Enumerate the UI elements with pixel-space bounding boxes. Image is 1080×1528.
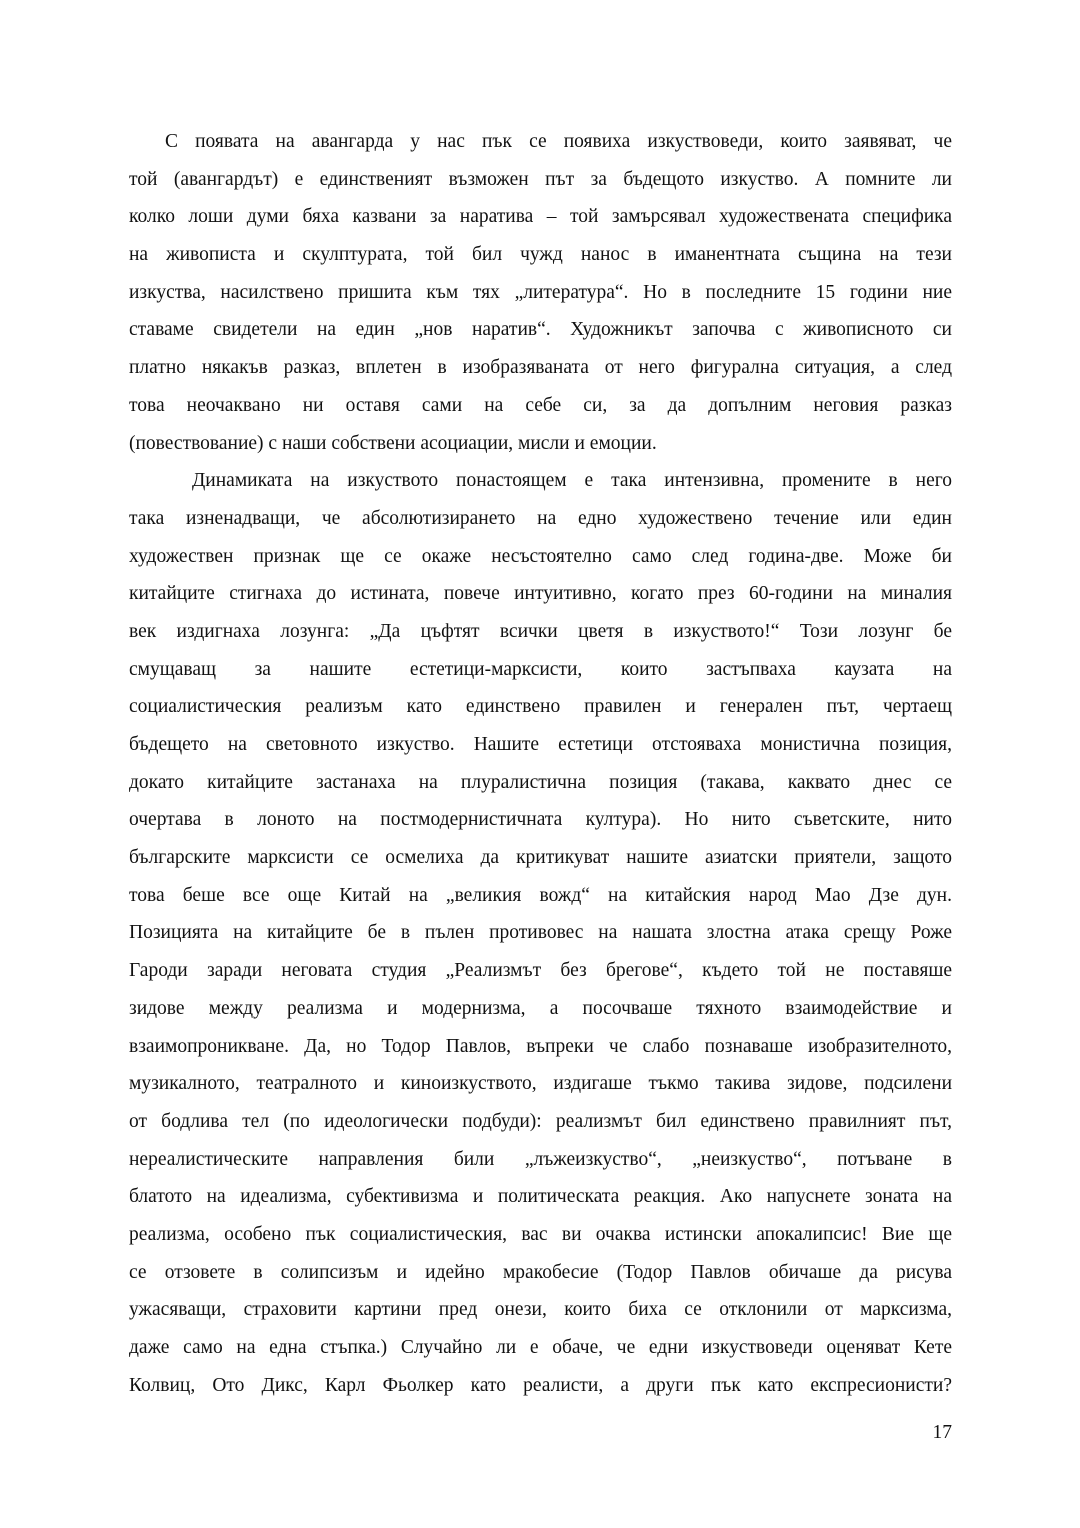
text-line: смущаващ за нашите естетици-марксисти, които застъпваха каузата на — [129, 658, 952, 680]
text-line: Динамиката на изкуството понастоящем е така интензивна, промените в него — [192, 470, 952, 492]
text-line: така изненадващи, че абсолютизирането на едно художествено течение или един — [129, 507, 952, 529]
text-line: Колвиц, Ото Дикс, Карл Фьолкер като реалисти, а други пък като експресионисти? — [129, 1374, 952, 1396]
text-line: нереалистическите направления били „лъжеизкуство“, „неизкуство“, потъване в — [129, 1148, 952, 1170]
text-line: зидове между реализма и модернизма, а посочваше тяхното взаимодействие и — [129, 997, 952, 1019]
text-line: Гароди заради неговата студия „Реализмът без брегове“, където той не поставяше — [129, 960, 952, 982]
text-line: даже само на една стъпка.) Случайно ли е обаче, че едни изкуствоведи оценяват Кете — [129, 1337, 952, 1358]
text-line: ставаме свидетели на един „нов наратив“. Художникът започва с живописното си — [129, 319, 952, 341]
text-line: очертава в лоното на постмодернистичната култура). Но нито съветските, нито — [129, 809, 952, 831]
text-line: реализма, особено пък социалистическия, вас ви очаква истински апокалипсис! Вие ще — [129, 1223, 952, 1245]
text-line: на живописта и скулптурата, той бил чужд нанос в иманентната същина на тези — [129, 244, 952, 266]
text-line: ужасяващи, страховити картини пред онези, които биха се отклонили от марксизма, — [129, 1299, 952, 1321]
text-line: изкуства, насилствено пришита към тях „литература“. Но в последните 15 години ние — [129, 281, 952, 303]
text-line: Позицията на китайците бе в пълен противовес на нашата злостна атака срещу Роже — [129, 922, 952, 944]
text-line: блатото на идеализма, субективизма и политическата реакция. Ако напуснете зоната на — [129, 1186, 952, 1208]
text-line: век издигнаха лозунга: „Да цъфтят всички цветя в изкуството!“ Този лозунг бе — [129, 620, 952, 642]
text-line: от бодлива тел (по идеологически подбуди): реализмът бил единствено правилният път, — [129, 1110, 952, 1132]
page-number: 17 — [932, 1422, 952, 1443]
text-line: социалистическия реализъм като единствено правилен и генерален път, чертаещ — [129, 696, 952, 718]
text-line: бъдещето на световното изкуство. Нашите естетици отстояваха монистична позиция, — [129, 734, 952, 755]
text-line: (повествование) с наши собствени асоциации, мисли и емоции. — [129, 432, 657, 454]
text-line: се отзовете в солипсизъм и идейно мракобесие (Тодор Павлов обичаше да рисува — [129, 1261, 952, 1283]
text-line: докато китайците застанаха на плуралистична позиция (такава, каквато днес се — [129, 771, 952, 793]
text-line: художествен признак ще се окаже несъстоятелно само след година-две. Може би — [129, 545, 952, 567]
text-line: китайците стигнаха до истината, повече интуитивно, когато през 60-години на миналия — [129, 583, 952, 605]
text-line: взаимопроникване. Да, но Тодор Павлов, въпреки че слабо познаваше изобразителното, — [129, 1035, 952, 1057]
text-line: музикалното, театралното и киноизкуството, издигаше тъкмо такива зидове, подсилени — [129, 1073, 952, 1095]
text-line: платно някакъв разказ, вплетен в изобразяваната от него фигурална ситуация, а след — [129, 357, 952, 379]
text-line: това неочаквано ни оставя сами на себе си, за да допълним неговия разказ — [129, 394, 952, 416]
text-line: това беше все още Китай на „великия вожд“ на китайския народ Мао Дзе дун. — [129, 884, 952, 906]
text-line: колко лоши думи бяха казвани за наратива – той замърсявал художествената специфика — [129, 206, 952, 228]
text-line: С появата на авангарда у нас пък се появиха изкуствоведи, които заявяват, че — [165, 131, 952, 152]
body-text — [129, 123, 952, 1404]
text-line: той (авангардът) е единственият възможен път за бъдещото изкуство. А помните ли — [129, 168, 952, 190]
text-line: българските марксисти се осмелиха да критикуват нашите азиатски приятели, защото — [129, 847, 952, 869]
